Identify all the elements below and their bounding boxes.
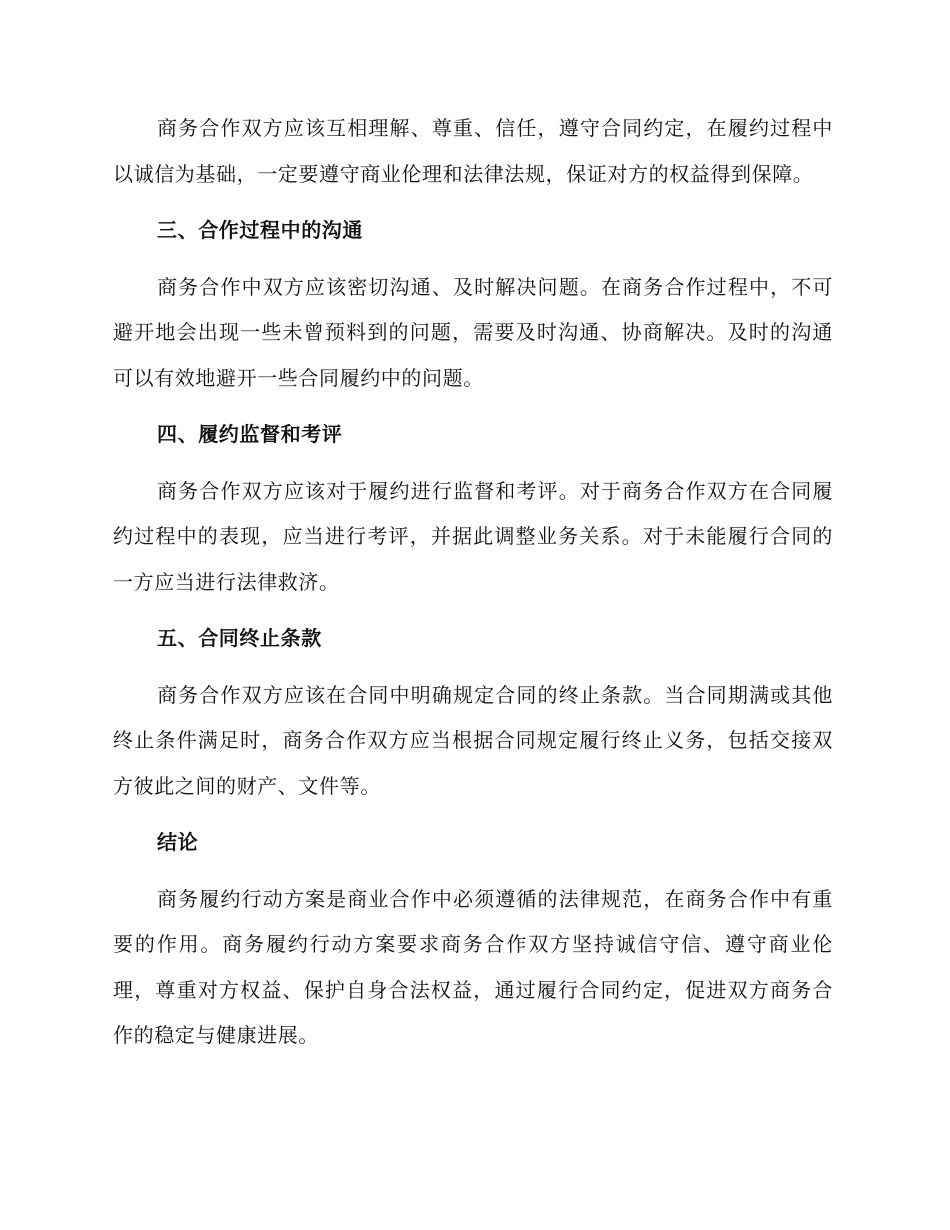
spacer [113,662,833,673]
paragraph-communication: 商务合作中双方应该密切沟通、及时解决问题。在商务合作过程中，不可避开地会出现一些未曾预料到的问题，需要及时沟通、协商解决。及时的沟通可以有效地避开一些合同履约中的问题。 [113,274,833,390]
paragraph-supervision: 商务合作双方应该对于履约进行监督和考评。对于商务合作双方在合同履约过程中的表现，应当进行考评，并据此调整业务关系。对于未能履行合同的一方应当进行法律救济。 [113,478,833,594]
spacer [113,809,833,820]
document-body [113,106,833,1059]
section-heading-conclusion: 结论 [157,830,199,854]
spacer [113,401,833,412]
section-heading-communication: 三、合作过程中的沟通 [157,218,363,242]
spacer [113,197,833,208]
spacer [113,254,833,265]
section-heading-termination: 五、合同终止条款 [157,626,322,650]
spacer [113,866,833,877]
section-heading-supervision: 四、履约监督和考评 [157,422,343,446]
paragraph-obligations: 商务合作双方应该互相理解、尊重、信任，遵守合同约定，在履约过程中以诚信为基础，一定要遵守商业伦理和法律法规，保证对方的权益得到保障。 [113,116,833,186]
paragraph-conclusion: 商务履约行动方案是商业合作中必须遵循的法律规范，在商务合作中有重要的作用。商务履约行动方案要求商务合作双方坚持诚信守信、遵守商业伦理，尊重对方权益、保护自身合法权益，通过履行合同约定，促进双方商务合作的稳定与健康进展。 [113,886,833,1047]
paragraph-termination: 商务合作双方应该在合同中明确规定合同的终止条款。当合同期满或其他终止条件满足时，商务合作双方应当根据合同规定履行终止义务，包括交接双方彼此之间的财产、文件等。 [113,682,833,798]
spacer [113,458,833,469]
spacer [113,605,833,616]
